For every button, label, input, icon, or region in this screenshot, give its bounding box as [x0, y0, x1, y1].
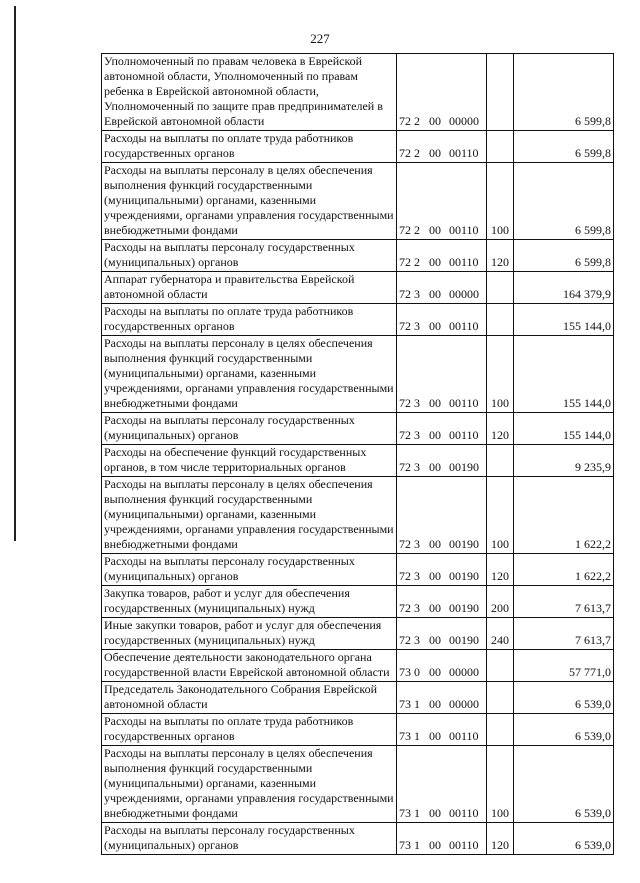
code-part-2: 2 [414, 146, 420, 160]
code-part-2: 3 [414, 396, 420, 410]
amount: 9 235,9 [514, 445, 614, 477]
code-part-1: 72 [399, 569, 411, 583]
table-row [102, 336, 614, 413]
code-part-2: 2 [414, 114, 420, 128]
amount: 7 613,7 [514, 618, 614, 650]
expense-type-code: 100 [487, 336, 514, 413]
code-part-3: 00 [429, 319, 441, 333]
expense-description: Расходы на выплаты персоналу государственных (муниципальных) органов [102, 554, 397, 586]
budget-table-body [102, 54, 614, 855]
expense-type-code [487, 304, 514, 336]
target-article-code [397, 304, 487, 336]
amount: 6 539,0 [514, 746, 614, 823]
expense-type-code: 240 [487, 618, 514, 650]
expense-type-code: 100 [487, 163, 514, 240]
table-row [102, 240, 614, 272]
budget-table [101, 53, 614, 855]
table-row [102, 54, 614, 131]
amount: 57 771,0 [514, 650, 614, 682]
code-part-2: 2 [414, 255, 420, 269]
table-row [102, 682, 614, 714]
code-part-3: 00 [429, 146, 441, 160]
expense-type-code: 200 [487, 586, 514, 618]
code-part-1: 72 [399, 287, 411, 301]
amount: 7 613,7 [514, 586, 614, 618]
table-row [102, 131, 614, 163]
code-part-2: 3 [414, 428, 420, 442]
code-part-4: 00110 [449, 838, 479, 852]
code-part-4: 00110 [449, 396, 479, 410]
code-part-4: 00110 [449, 428, 479, 442]
code-part-4: 00110 [449, 146, 479, 160]
amount: 155 144,0 [514, 304, 614, 336]
amount: 6 539,0 [514, 823, 614, 855]
code-part-2: 1 [414, 838, 420, 852]
code-part-2: 2 [414, 223, 420, 237]
code-part-2: 3 [414, 537, 420, 551]
expense-description: Закупка товаров, работ и услуг для обеспечения государственных (муниципальных) нужд [102, 586, 397, 618]
amount: 155 144,0 [514, 336, 614, 413]
expense-type-code [487, 54, 514, 131]
code-part-2: 0 [414, 665, 420, 679]
table-row [102, 477, 614, 554]
code-part-1: 72 [399, 146, 411, 160]
code-part-2: 3 [414, 460, 420, 474]
code-part-1: 72 [399, 537, 411, 551]
target-article-code [397, 746, 487, 823]
target-article-code [397, 477, 487, 554]
code-part-2: 3 [414, 287, 420, 301]
expense-description: Расходы на выплаты персоналу в целях обеспечения выполнения функций государственными (муниципальными) органами, казенными учреждениями, органами управления государственными внебюджетными фондами [102, 746, 397, 823]
expense-description: Уполномоченный по правам человека в Еврейской автономной области, Уполномоченный по правам ребенка в Еврейской автономной области, Уполномоченный по защите прав предпринимателей в Еврейской автономной области [102, 54, 397, 131]
code-part-1: 72 [399, 319, 411, 333]
code-part-4: 00000 [449, 114, 479, 128]
target-article-code [397, 586, 487, 618]
code-part-3: 00 [429, 287, 441, 301]
target-article-code [397, 714, 487, 746]
code-part-1: 73 [399, 697, 411, 711]
code-part-3: 00 [429, 569, 441, 583]
code-part-1: 73 [399, 806, 411, 820]
expense-description: Расходы на выплаты персоналу государственных (муниципальных) органов [102, 413, 397, 445]
expense-type-code [487, 131, 514, 163]
amount: 6 539,0 [514, 682, 614, 714]
code-part-3: 00 [429, 460, 441, 474]
code-part-4: 00000 [449, 665, 479, 679]
amount: 6 539,0 [514, 714, 614, 746]
expense-type-code: 120 [487, 240, 514, 272]
expense-type-code: 120 [487, 554, 514, 586]
code-part-2: 1 [414, 729, 420, 743]
expense-type-code: 120 [487, 823, 514, 855]
expense-description: Обеспечение деятельности законодательного органа государственной власти Еврейской автономной области [102, 650, 397, 682]
table-row [102, 413, 614, 445]
code-part-3: 00 [429, 729, 441, 743]
code-part-3: 00 [429, 633, 441, 647]
code-part-3: 00 [429, 114, 441, 128]
code-part-2: 1 [414, 806, 420, 820]
code-part-3: 00 [429, 601, 441, 615]
expense-description: Расходы на выплаты по оплате труда работников государственных органов [102, 304, 397, 336]
code-part-3: 00 [429, 396, 441, 410]
amount: 155 144,0 [514, 413, 614, 445]
amount: 6 599,8 [514, 240, 614, 272]
code-part-4: 00110 [449, 806, 479, 820]
table-row [102, 554, 614, 586]
target-article-code [397, 445, 487, 477]
code-part-3: 00 [429, 665, 441, 679]
code-part-4: 00190 [449, 569, 479, 583]
code-part-3: 00 [429, 255, 441, 269]
code-part-4: 00000 [449, 697, 479, 711]
code-part-1: 72 [399, 428, 411, 442]
expense-description: Расходы на выплаты персоналу в целях обеспечения выполнения функций государственными (муниципальными) органами, казенными учреждениями, органами управления государственными внебюджетными фондами [102, 477, 397, 554]
code-part-2: 1 [414, 697, 420, 711]
table-row [102, 445, 614, 477]
code-part-1: 72 [399, 460, 411, 474]
code-part-1: 72 [399, 396, 411, 410]
amount: 1 622,2 [514, 554, 614, 586]
table-row [102, 586, 614, 618]
expense-description: Аппарат губернатора и правительства Еврейской автономной области [102, 272, 397, 304]
expense-description: Расходы на выплаты персоналу государственных (муниципальных) органов [102, 823, 397, 855]
code-part-3: 00 [429, 838, 441, 852]
code-part-3: 00 [429, 428, 441, 442]
code-part-1: 72 [399, 633, 411, 647]
table-row [102, 304, 614, 336]
target-article-code [397, 682, 487, 714]
code-part-3: 00 [429, 697, 441, 711]
code-part-2: 3 [414, 633, 420, 647]
code-part-3: 00 [429, 537, 441, 551]
target-article-code [397, 554, 487, 586]
expense-type-code: 120 [487, 413, 514, 445]
code-part-3: 00 [429, 806, 441, 820]
code-part-1: 72 [399, 255, 411, 269]
code-part-4: 00110 [449, 255, 479, 269]
code-part-4: 00110 [449, 223, 479, 237]
amount: 6 599,8 [514, 163, 614, 240]
expense-type-code: 100 [487, 477, 514, 554]
expense-type-code [487, 650, 514, 682]
target-article-code [397, 163, 487, 240]
table-row [102, 746, 614, 823]
table-row [102, 650, 614, 682]
code-part-4: 00190 [449, 601, 479, 615]
amount: 6 599,8 [514, 131, 614, 163]
code-part-2: 3 [414, 319, 420, 333]
expense-description: Расходы на выплаты персоналу государственных (муниципальных) органов [102, 240, 397, 272]
expense-description: Расходы на обеспечение функций государственных органов, в том числе территориальных органов [102, 445, 397, 477]
code-part-1: 72 [399, 601, 411, 615]
code-part-1: 73 [399, 729, 411, 743]
code-part-4: 00190 [449, 537, 479, 551]
target-article-code [397, 618, 487, 650]
expense-description: Расходы на выплаты персоналу в целях обеспечения выполнения функций государственными (муниципальными) органами, казенными учреждениями, органами управления государственными внебюджетными фондами [102, 163, 397, 240]
code-part-4: 00190 [449, 633, 479, 647]
target-article-code [397, 54, 487, 131]
target-article-code [397, 650, 487, 682]
code-part-1: 72 [399, 114, 411, 128]
code-part-4: 00190 [449, 460, 479, 474]
expense-description: Расходы на выплаты персоналу в целях обеспечения выполнения функций государственными (муниципальными) органами, казенными учреждениями, органами управления государственными внебюджетными фондами [102, 336, 397, 413]
code-part-4: 00110 [449, 319, 479, 333]
code-part-4: 00000 [449, 287, 479, 301]
code-part-4: 00110 [449, 729, 479, 743]
table-row [102, 823, 614, 855]
target-article-code [397, 413, 487, 445]
target-article-code [397, 272, 487, 304]
expense-type-code [487, 445, 514, 477]
code-part-1: 72 [399, 223, 411, 237]
left-margin-rule [14, 6, 16, 541]
target-article-code [397, 240, 487, 272]
amount: 6 599,8 [514, 54, 614, 131]
target-article-code [397, 823, 487, 855]
expense-type-code [487, 272, 514, 304]
code-part-3: 00 [429, 223, 441, 237]
target-article-code [397, 131, 487, 163]
expense-description: Председатель Законодательного Собрания Еврейской автономной области [102, 682, 397, 714]
expense-type-code: 100 [487, 746, 514, 823]
code-part-1: 73 [399, 665, 411, 679]
expense-type-code [487, 682, 514, 714]
page-number: 227 [310, 31, 330, 46]
expense-type-code [487, 714, 514, 746]
target-article-code [397, 336, 487, 413]
amount: 164 379,9 [514, 272, 614, 304]
table-row [102, 618, 614, 650]
code-part-1: 73 [399, 838, 411, 852]
expense-description: Иные закупки товаров, работ и услуг для обеспечения государственных (муниципальных) нужд [102, 618, 397, 650]
code-part-2: 3 [414, 601, 420, 615]
table-row [102, 714, 614, 746]
code-part-2: 3 [414, 569, 420, 583]
expense-description: Расходы на выплаты по оплате труда работников государственных органов [102, 131, 397, 163]
amount: 1 622,2 [514, 477, 614, 554]
table-row [102, 272, 614, 304]
table-row [102, 163, 614, 240]
expense-description: Расходы на выплаты по оплате труда работников государственных органов [102, 714, 397, 746]
